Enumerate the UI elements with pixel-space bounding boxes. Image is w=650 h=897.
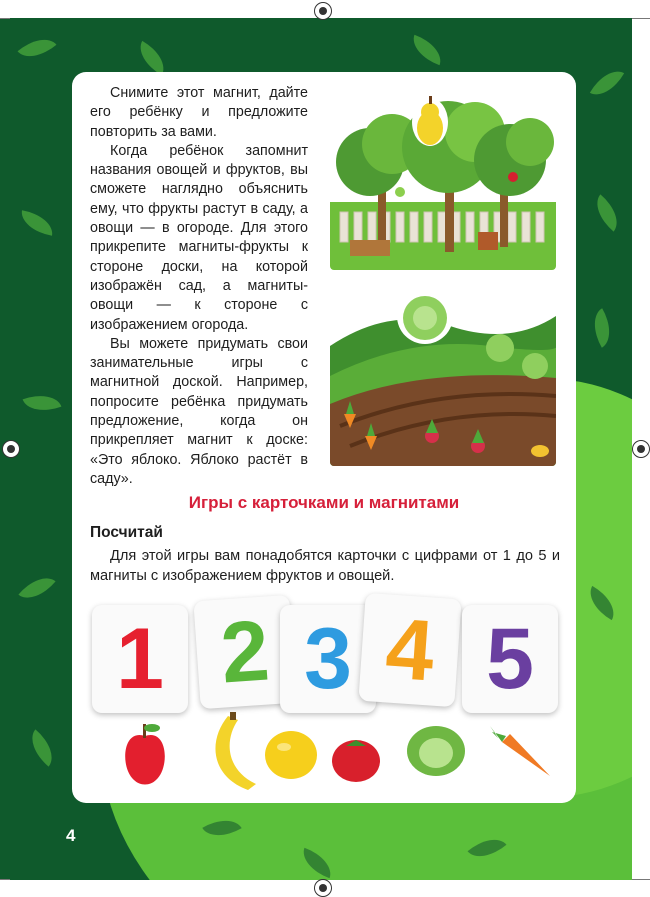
leaf-icon	[585, 308, 619, 347]
crop-mark	[632, 18, 650, 19]
registration-mark-icon	[314, 879, 332, 897]
leaf-icon	[132, 41, 171, 75]
leaf-icon	[18, 569, 55, 608]
crop-mark	[632, 879, 650, 880]
number-card-digit: 2	[217, 601, 273, 702]
section-title: Игры с карточками и магнитами	[188, 493, 460, 512]
paragraph: Вы можете придумать свои занимательные игры с магнитной доской. Например, попросите ребёнка придумать предложение, когда он прикрепляет магнит к доске: «Это яблоко. Яблоко растёт в саду».	[90, 335, 308, 487]
leaf-icon	[18, 29, 57, 66]
leaf-icon	[19, 210, 56, 236]
cabbage-icon	[400, 716, 472, 782]
registration-mark-icon	[632, 440, 650, 458]
carrot-icon	[488, 722, 558, 784]
garden-illustration	[330, 92, 556, 270]
leaf-icon	[590, 63, 624, 102]
leaf-icon	[23, 388, 62, 418]
paragraph: Когда ребёнок запомнит названия овощей и фруктов, вы сможете наглядно объяснить ему, что фрукты растут в саду, а овощи — в огороде. Для этого прикрепите магниты-фрукты к стороне доски, на которой изображён сад, а магниты-овощи — к стороне с изображением огорода.	[90, 142, 308, 333]
number-card	[462, 605, 558, 713]
paragraph: Снимите этот магнит, дайте его ребёнку и предложите повторить за вами.	[90, 85, 308, 140]
lemon-icon	[258, 722, 324, 788]
registration-mark-icon	[2, 440, 20, 458]
number-card	[92, 605, 188, 713]
leaf-icon	[408, 35, 447, 65]
tomato-icon	[325, 726, 387, 788]
banana-icon	[198, 710, 264, 796]
number-card-digit: 5	[486, 610, 534, 707]
paragraph: Для этой игры вам понадобятся карточки с цифрами от 1 до 5 и магниты с изображением фруктов и овощей.	[90, 548, 560, 584]
number-card-digit: 3	[304, 610, 352, 707]
registration-mark-icon	[314, 2, 332, 20]
apple-icon	[112, 718, 178, 790]
crop-mark	[0, 18, 10, 19]
leaf-icon	[588, 194, 627, 231]
subheading: Посчитай	[90, 524, 163, 541]
number-card	[358, 593, 461, 707]
intro-text	[90, 84, 308, 489]
number-card-digit: 4	[382, 599, 438, 700]
vegetable-garden-illustration	[330, 286, 556, 466]
number-card-digit: 1	[116, 610, 164, 707]
game-description	[90, 547, 560, 586]
page-number: 4	[66, 826, 76, 845]
crop-mark	[0, 879, 10, 880]
leaf-icon	[23, 729, 62, 766]
